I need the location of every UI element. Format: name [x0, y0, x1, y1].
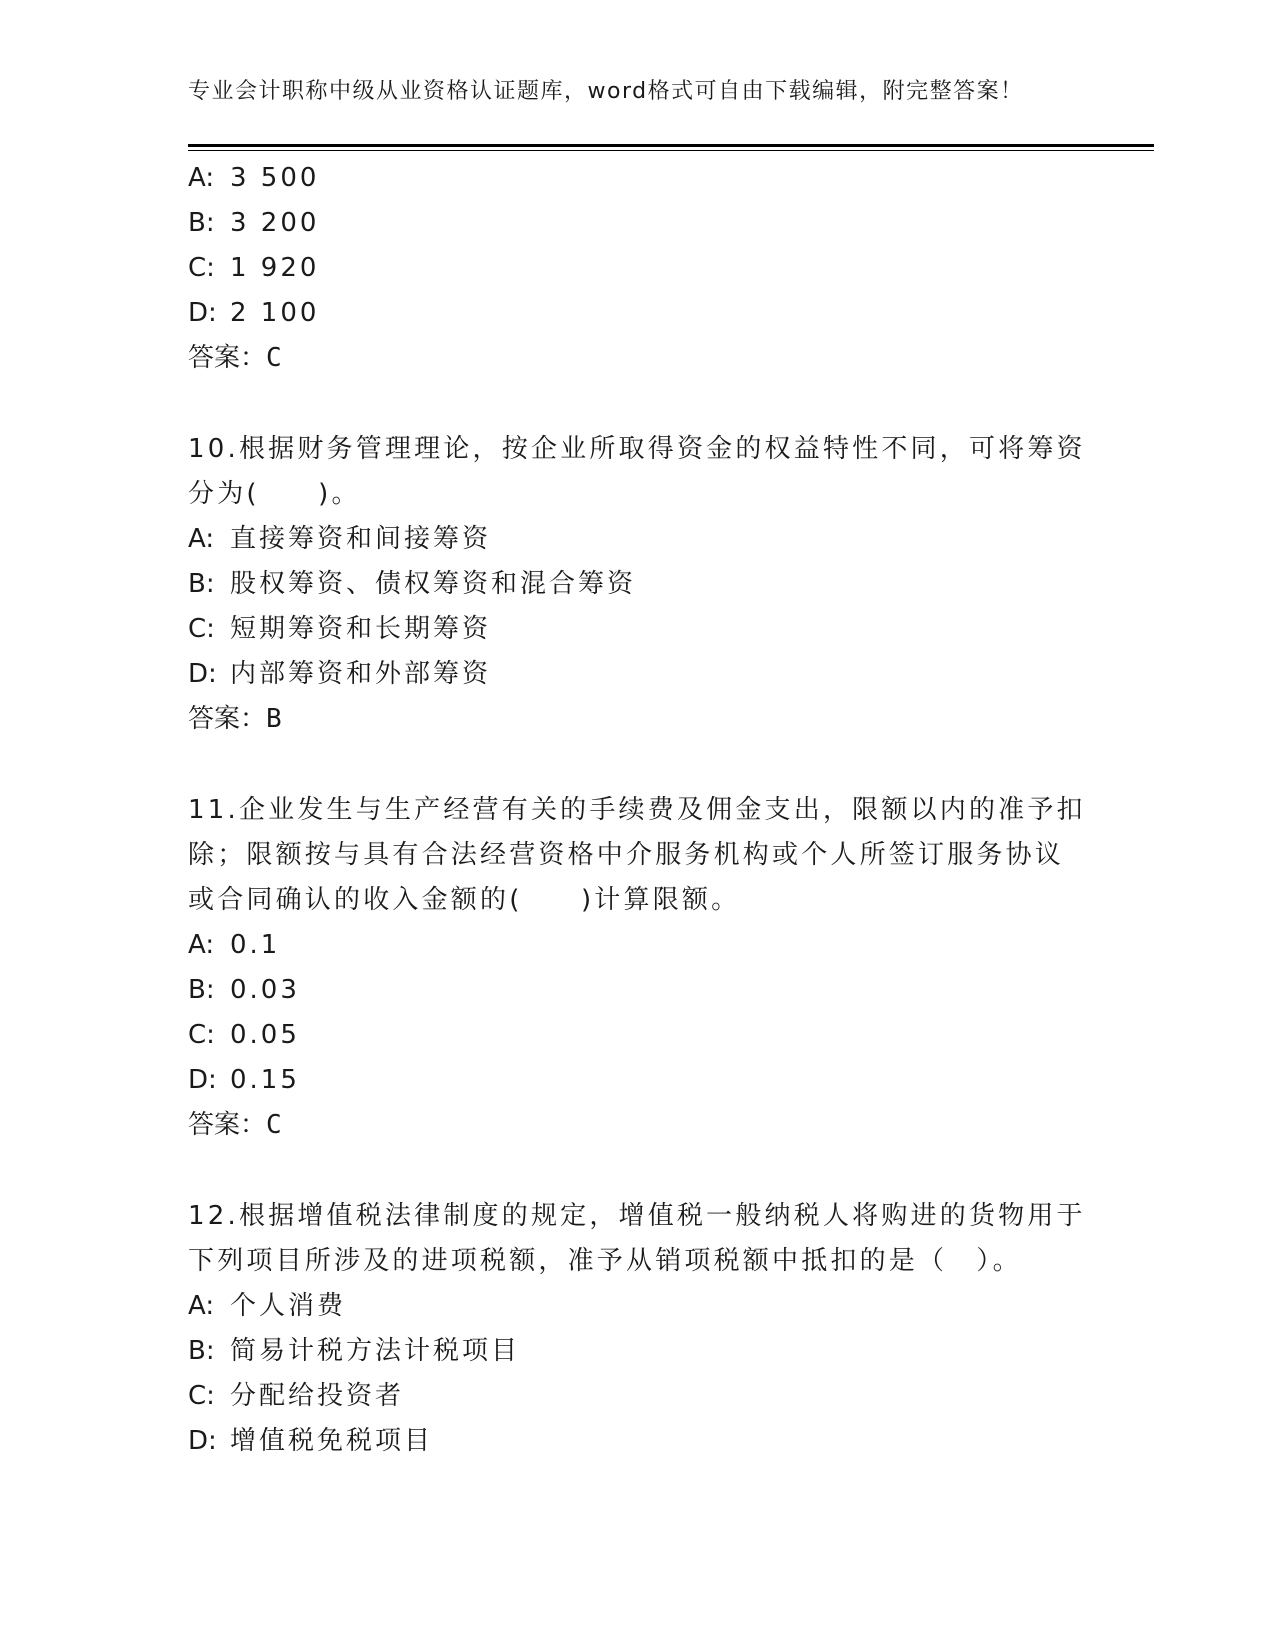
option-d: D: 2 100 — [188, 298, 320, 328]
answer-line: 答案：B — [188, 704, 282, 734]
answer-line: 答案：C — [188, 343, 282, 373]
option-b: B: 0.03 — [188, 975, 300, 1005]
question-text: 10.根据财务管理理论，按企业所取得资金的权益特性不同，可将筹资 分为( )。 — [188, 434, 1086, 509]
option-d: D: 增值税免税项目 — [188, 1426, 434, 1456]
question-block-11 — [188, 788, 1088, 1148]
option-c: C: 分配给投资者 — [188, 1381, 405, 1411]
question-block-10 — [188, 427, 1088, 742]
page-header-title: 专业会计职称中级从业资格认证题库，word格式可自由下载编辑，附完整答案！ — [188, 79, 1024, 104]
option-a: A: 个人消费 — [188, 1291, 347, 1321]
option-b: B: 股权筹资、债权筹资和混合筹资 — [188, 569, 637, 599]
question-block-12 — [188, 1194, 1088, 1464]
option-b: B: 3 200 — [188, 208, 320, 238]
option-d: D: 0.15 — [188, 1065, 300, 1095]
option-c: C: 1 920 — [188, 253, 320, 283]
answer-line: 答案：C — [188, 1110, 282, 1140]
option-c: C: 0.05 — [188, 1020, 300, 1050]
option-c: C: 短期筹资和长期筹资 — [188, 614, 492, 644]
header-rule-thin — [188, 150, 1154, 151]
question-text: 11.企业发生与生产经营有关的手续费及佣金支出，限额以内的准予扣 除；限额按与具有合法经营资格中介服务机构或个人所签订服务协议 或合同确认的收入金额的( )计算限额。 — [188, 795, 1086, 915]
question-content — [188, 156, 1088, 1464]
option-a: A: 3 500 — [188, 163, 320, 193]
question-block-9 — [188, 156, 1088, 381]
option-a: A: 直接筹资和间接筹资 — [188, 524, 492, 554]
question-text: 12.根据增值税法律制度的规定，增值税一般纳税人将购进的货物用于 下列项目所涉及的进项税额，准予从销项税额中抵扣的是（ ）。 — [188, 1201, 1086, 1276]
option-b: B: 简易计税方法计税项目 — [188, 1336, 521, 1366]
option-d: D: 内部筹资和外部筹资 — [188, 659, 492, 689]
header-rule-thick — [188, 144, 1154, 147]
option-a: A: 0.1 — [188, 930, 281, 960]
